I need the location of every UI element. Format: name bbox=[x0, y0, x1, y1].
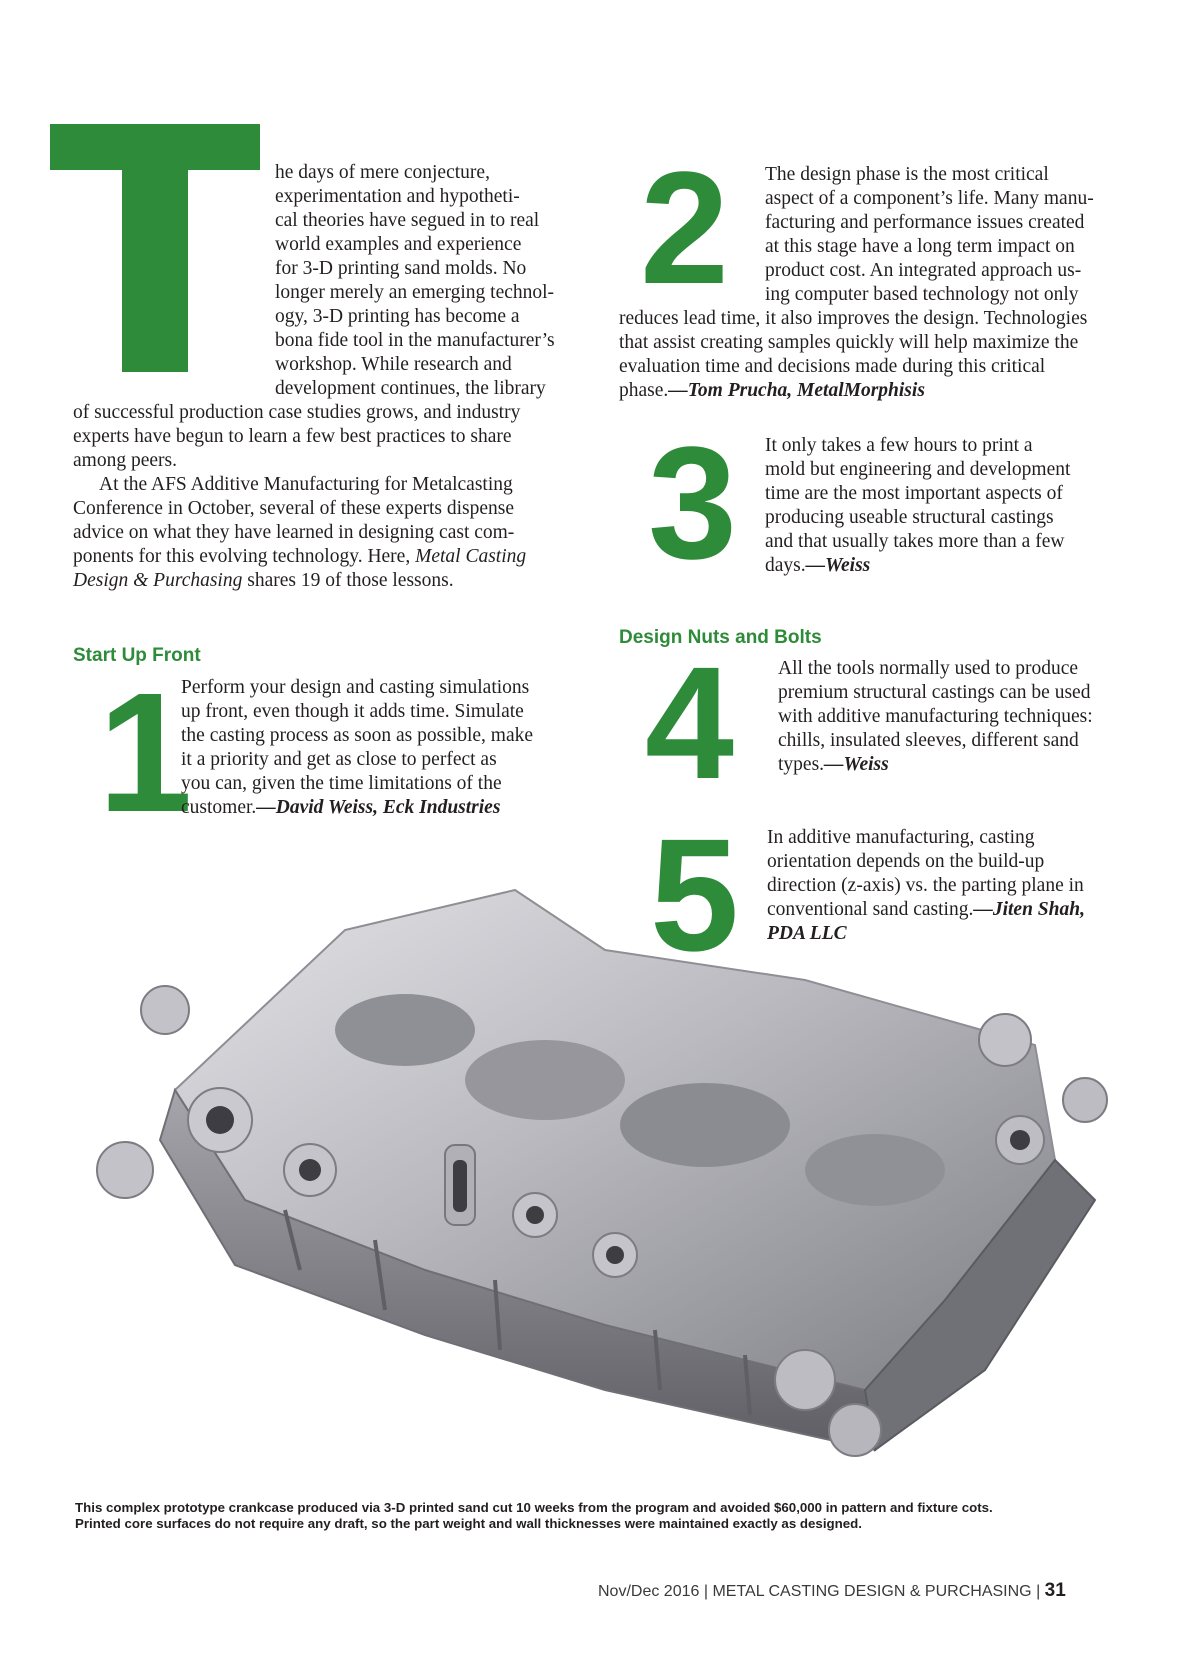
lesson-text: customer. bbox=[181, 797, 257, 818]
lesson-number-1: 1 bbox=[98, 658, 189, 848]
lesson-number-3: 3 bbox=[648, 413, 733, 592]
lesson-line: It only takes a few hours to print a bbox=[765, 435, 1033, 456]
section-heading-start-up-front: Start Up Front bbox=[73, 645, 201, 666]
lesson-text: conventional sand casting. bbox=[767, 899, 974, 920]
lesson-line: evaluation time and decisions made during this critical bbox=[619, 356, 1046, 377]
attribution: —David Weiss, Eck Industries bbox=[256, 797, 501, 818]
lesson-number-2: 2 bbox=[640, 138, 725, 317]
lesson-line: direction (z-axis) vs. the parting plane in bbox=[767, 875, 1084, 896]
page-number: 31 bbox=[1044, 1580, 1066, 1601]
lesson-line: facturing and performance issues created bbox=[765, 212, 1085, 233]
intro-line: experimentation and hypotheti- bbox=[275, 186, 520, 207]
attribution: —Weiss bbox=[824, 754, 889, 775]
intro-line: for 3-D printing sand molds. No bbox=[275, 258, 527, 279]
intro-line: workshop. While research and bbox=[275, 354, 512, 375]
lesson-line bbox=[765, 554, 870, 578]
attribution: —Tom Prucha, MetalMorphisis bbox=[668, 380, 925, 401]
intro-line: he days of mere conjecture, bbox=[275, 162, 490, 183]
intro-line: world examples and experience bbox=[275, 234, 522, 255]
lesson-line: reduces lead time, it also improves the design. Technologies bbox=[619, 308, 1088, 329]
lesson-line bbox=[619, 379, 925, 403]
lesson-line bbox=[778, 753, 889, 777]
lesson-line: that assist creating samples quickly will help maximize the bbox=[619, 332, 1079, 353]
crankcase-photo bbox=[45, 870, 1155, 1490]
intro-line: Conference in October, several of these experts dispense bbox=[73, 498, 515, 519]
attribution: —Weiss bbox=[805, 555, 871, 576]
lesson-line: orientation depends on the build-up bbox=[767, 851, 1045, 872]
lesson-text: types. bbox=[778, 754, 825, 775]
lesson-number-4: 4 bbox=[645, 633, 730, 812]
lesson-text: days. bbox=[765, 555, 806, 576]
magazine-name-italic: Metal Casting bbox=[415, 546, 527, 567]
attribution: PDA LLC bbox=[767, 923, 847, 944]
lesson-line: product cost. An integrated approach us- bbox=[765, 260, 1082, 281]
section-heading-design-nuts-and-bolts: Design Nuts and Bolts bbox=[619, 627, 822, 648]
lesson-line: The design phase is the most critical bbox=[765, 164, 1049, 185]
intro-text: shares 19 of those lessons. bbox=[247, 570, 454, 591]
intro-line: development continues, the library bbox=[275, 378, 546, 399]
lesson-line: the casting process as soon as possible, make bbox=[181, 725, 534, 746]
lesson-line: premium structural castings can be used bbox=[778, 682, 1091, 703]
lesson-line: Perform your design and casting simulations bbox=[181, 677, 530, 698]
lesson-line: aspect of a component’s life. Many manu- bbox=[765, 188, 1094, 209]
intro-line: ogy, 3-D printing has become a bbox=[275, 306, 520, 327]
intro-line: advice on what they have learned in designing cast com- bbox=[73, 522, 515, 543]
intro-line: longer merely an emerging technol- bbox=[275, 282, 555, 303]
lesson-line: ing computer based technology not only bbox=[765, 284, 1079, 305]
intro-line bbox=[73, 545, 526, 569]
lesson-line: time are the most important aspects of bbox=[765, 483, 1063, 504]
footer-issue: Nov/Dec 2016 bbox=[598, 1583, 700, 1600]
intro-text: ponents for this evolving technology. Here, bbox=[73, 546, 411, 567]
lesson-line: and that usually takes more than a few bbox=[765, 531, 1065, 552]
intro-line: bona fide tool in the manufacturer’s bbox=[275, 330, 555, 351]
intro-line: of successful production case studies grows, and industry bbox=[73, 402, 521, 423]
lesson-line: All the tools normally used to produce bbox=[778, 658, 1079, 679]
lesson-line: mold but engineering and development bbox=[765, 459, 1071, 480]
intro-line bbox=[73, 569, 454, 593]
lesson-line: up front, even though it adds time. Simulate bbox=[181, 701, 524, 722]
dropcap-letter-t bbox=[50, 124, 260, 372]
intro-line: among peers. bbox=[73, 450, 177, 471]
magazine-name-italic: Design & Purchasing bbox=[73, 570, 243, 591]
lesson-line: at this stage have a long term impact on bbox=[765, 236, 1075, 257]
lesson-number-5: 5 bbox=[650, 805, 735, 984]
intro-line: experts have begun to learn a few best practices to share bbox=[73, 426, 512, 447]
lesson-line: chills, insulated sleeves, different sand bbox=[778, 730, 1079, 751]
lesson-text: phase. bbox=[619, 380, 669, 401]
page-footer bbox=[598, 1580, 1066, 1602]
intro-line: At the AFS Additive Manufacturing for Metalcasting bbox=[99, 474, 513, 495]
footer-separator: | bbox=[703, 1583, 708, 1600]
lesson-line: In additive manufacturing, casting bbox=[767, 827, 1035, 848]
intro-line: cal theories have segued in to real bbox=[275, 210, 540, 231]
photo-caption: This complex prototype crankcase produced via 3-D printed sand cut 10 weeks from the program and avoided $60,000 in pattern and fixture cots. Printed core surfaces do not require any draft, so the part weight and wall thicknesses were maintained exactly as designed. bbox=[75, 1500, 993, 1531]
footer-magazine: METAL CASTING DESIGN & PURCHASING bbox=[712, 1583, 1032, 1600]
attribution: —Jiten Shah, bbox=[973, 899, 1085, 920]
lesson-line: with additive manufacturing techniques: bbox=[778, 706, 1093, 727]
footer-separator: | bbox=[1036, 1583, 1041, 1600]
lesson-line: you can, given the time limitations of the bbox=[181, 773, 502, 794]
lesson-line bbox=[181, 796, 500, 820]
lesson-line: producing useable structural castings bbox=[765, 507, 1054, 528]
lesson-line: it a priority and get as close to perfect as bbox=[181, 749, 497, 770]
